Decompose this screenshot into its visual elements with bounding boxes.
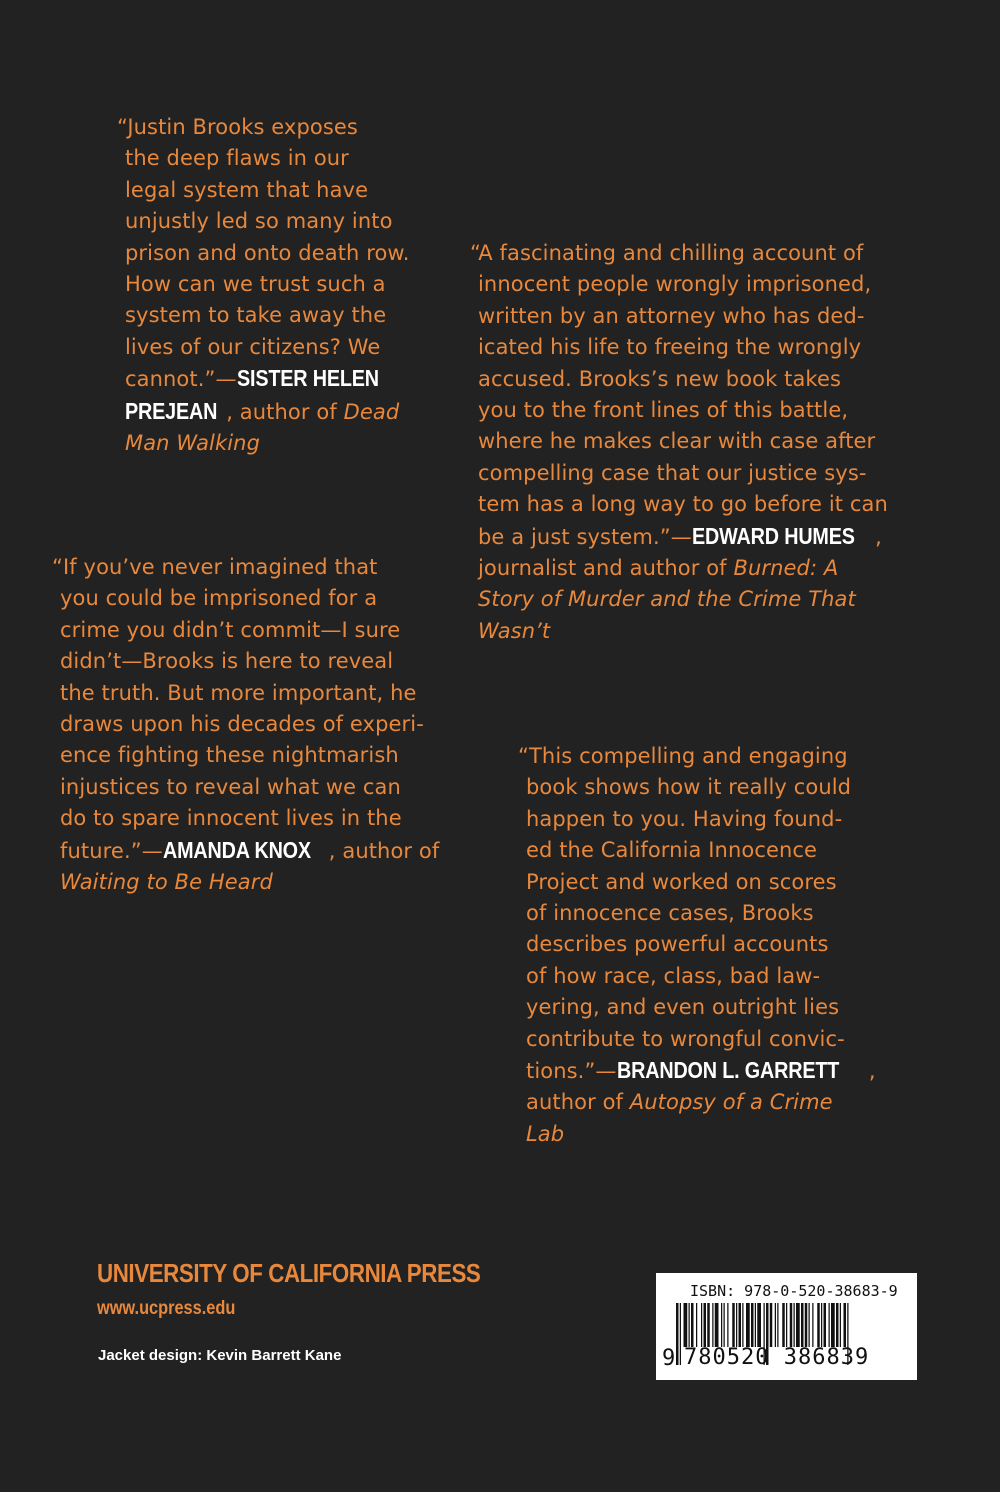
blurb-knox [52,552,439,898]
blurb-humes [470,238,888,647]
barcode-bar [751,1303,754,1347]
blurb-line: lives of our citizens? We [125,334,381,359]
barcode-digits: 780520 386839 [684,1345,870,1370]
blurb-prejean [117,112,410,459]
barcode-bar [712,1303,713,1347]
attribution-name: EDWARD HUMES [691,522,855,549]
blurb-attribution-line [470,553,888,584]
book-title: Story of Murder and the Crime That [478,587,856,612]
blurb-line: contribute to wrongful convic- [526,1026,845,1051]
blurb-line: describes powerful accounts [526,932,829,957]
book-title: Autopsy of a Crime [629,1090,833,1115]
barcode-bar [755,1303,756,1347]
blurb-line: draws upon his decades of experi- [60,712,424,737]
blurb-line: crime you didn’t commit—I sure [60,617,401,642]
barcode-bar [707,1303,710,1347]
barcode-bar [724,1303,725,1347]
blurb-line: tem has a long way to go before it can [478,492,888,517]
blurb-garrett [518,741,876,1150]
barcode-bar [821,1303,822,1347]
book-title: Man Walking [125,431,261,456]
barcode-bar [736,1303,737,1347]
blurb-line: injustices to reveal what we can [60,774,401,799]
blurb-attribution-line [117,396,410,428]
blurb-line: “If you’ve never imagined that [52,555,378,579]
barcode-bar [812,1303,813,1347]
blurb-attribution-line [470,521,888,553]
blurb-line: do to spare innocent lives in the [60,806,402,831]
book-title: Dead [343,399,400,424]
blurb-text: author of [526,1090,630,1115]
blurb-text: , author of [328,838,440,863]
barcode-bar [829,1303,830,1347]
blurb-line: the deep flaws in our [125,146,349,171]
blurb-line: of innocence cases, Brooks [526,901,814,926]
blurb-text: tions.”— [526,1059,617,1084]
barcode-bar [746,1303,750,1347]
blurb-line: happen to you. Having found- [526,806,843,831]
book-title: Lab [526,1121,565,1146]
attribution-name: PREJEAN [125,397,218,424]
blurb-line: written by an attorney who has ded- [478,303,865,328]
jacket-design-credit: Jacket design: Kevin Barrett Kane [98,1347,342,1364]
barcode-bar [739,1303,742,1347]
attribution-name: SISTER HELEN [236,365,379,392]
barcode-bar [680,1303,681,1365]
blurb-text: , author of [226,399,344,424]
barcode-bar [696,1303,697,1347]
barcode-bar [757,1303,761,1347]
barcode-bar [844,1303,847,1347]
blurb-text: be a just system.”— [478,524,692,549]
barcode-bar [840,1303,841,1347]
barcode-bar [831,1303,835,1347]
isbn-label: ISBN: 978-0-520-38683-9 [690,1282,898,1300]
barcode-bar [790,1303,793,1347]
blurb-text: future.”— [60,838,163,863]
blurb-line: you could be imprisoned for a [60,586,378,611]
barcode-first-digit: 9 [662,1346,676,1371]
blurb-attribution-line [117,363,410,395]
attribution-name: AMANDA KNOX [162,836,311,863]
blurb-line: system to take away the [125,303,387,328]
barcode-bar [805,1303,808,1347]
barcode-bar [801,1303,804,1347]
barcode-bar [770,1303,773,1347]
book-title: Waiting to Be Heard [60,870,273,895]
blurb-line: innocent people wrongly imprisoned, [478,272,872,297]
blurb-line: didn’t—Brooks is here to reveal [60,649,394,674]
barcode-bar [786,1303,787,1347]
blurb-line: “A fascinating and chilling account of [470,241,864,265]
barcode-bar [809,1303,810,1347]
blurb-line: ence fighting these nightmarish [60,743,399,768]
blurb-attribution-line [518,1087,876,1118]
barcode-bar [689,1303,690,1347]
book-title: Burned: A [733,556,839,581]
barcode-bar [794,1303,795,1347]
blurb-line: you to the front lines of this battle, [478,398,849,423]
barcode-bar [796,1303,800,1347]
blurb-line: unjustly led so many into [125,209,393,234]
blurb-text: , [868,1059,876,1084]
barcode-bar [691,1303,694,1347]
publisher-website: www.ucpress.edu [97,1298,236,1319]
barcode-bar [824,1303,827,1347]
blurb-line: legal system that have [125,177,369,202]
barcode-bar [836,1303,839,1347]
blurb-line: where he makes clear with case after [478,429,876,454]
blurb-line: yering, and even outright lies [526,995,840,1020]
blurb-line: “Justin Brooks exposes [117,115,358,139]
blurb-line: icated his life to freeing the wrongly [478,335,862,360]
barcode-bar [684,1303,688,1347]
barcode-bar [704,1303,707,1347]
blurb-text: cannot.”— [125,367,237,392]
blurb-attribution-line [518,1055,876,1087]
blurb-attribution-line [52,835,439,867]
blurb-line: compelling case that our justice sys- [478,460,867,485]
barcode-bar [715,1303,719,1347]
book-title: Wasn’t [478,618,551,643]
blurb-line: ed the California Innocence [526,838,818,863]
blurb-line: the truth. But more important, he [60,680,417,705]
barcode-bar [732,1303,735,1347]
barcode-bar [775,1303,776,1347]
isbn-barcode [656,1273,917,1380]
blurb-text: , [875,524,882,549]
publisher-name: UNIVERSITY OF CALIFORNIA PRESS [97,1258,481,1288]
blurb-line: of how race, class, bad law- [526,963,821,988]
barcode-bar [727,1303,728,1347]
blurb-line: accused. Brooks’s new book takes [478,366,841,391]
blurb-line: book shows how it really could [526,775,852,800]
blurb-text: journalist and author of [478,556,734,581]
barcode-bar [817,1303,820,1347]
attribution-name: BRANDON L. GARRETT [616,1057,839,1084]
blurb-line: prison and onto death row. [125,240,410,265]
barcode-bar [721,1303,722,1347]
blurb-line: Project and worked on scores [526,869,837,894]
barcode-bar [676,1303,679,1365]
barcode-bar [777,1303,778,1347]
barcode-bar [701,1303,702,1347]
blurb-line: How can we trust such a [125,272,386,297]
barcode-bar [782,1303,785,1347]
barcode-bar [742,1303,743,1347]
blurb-line: “This compelling and engaging [518,744,848,768]
